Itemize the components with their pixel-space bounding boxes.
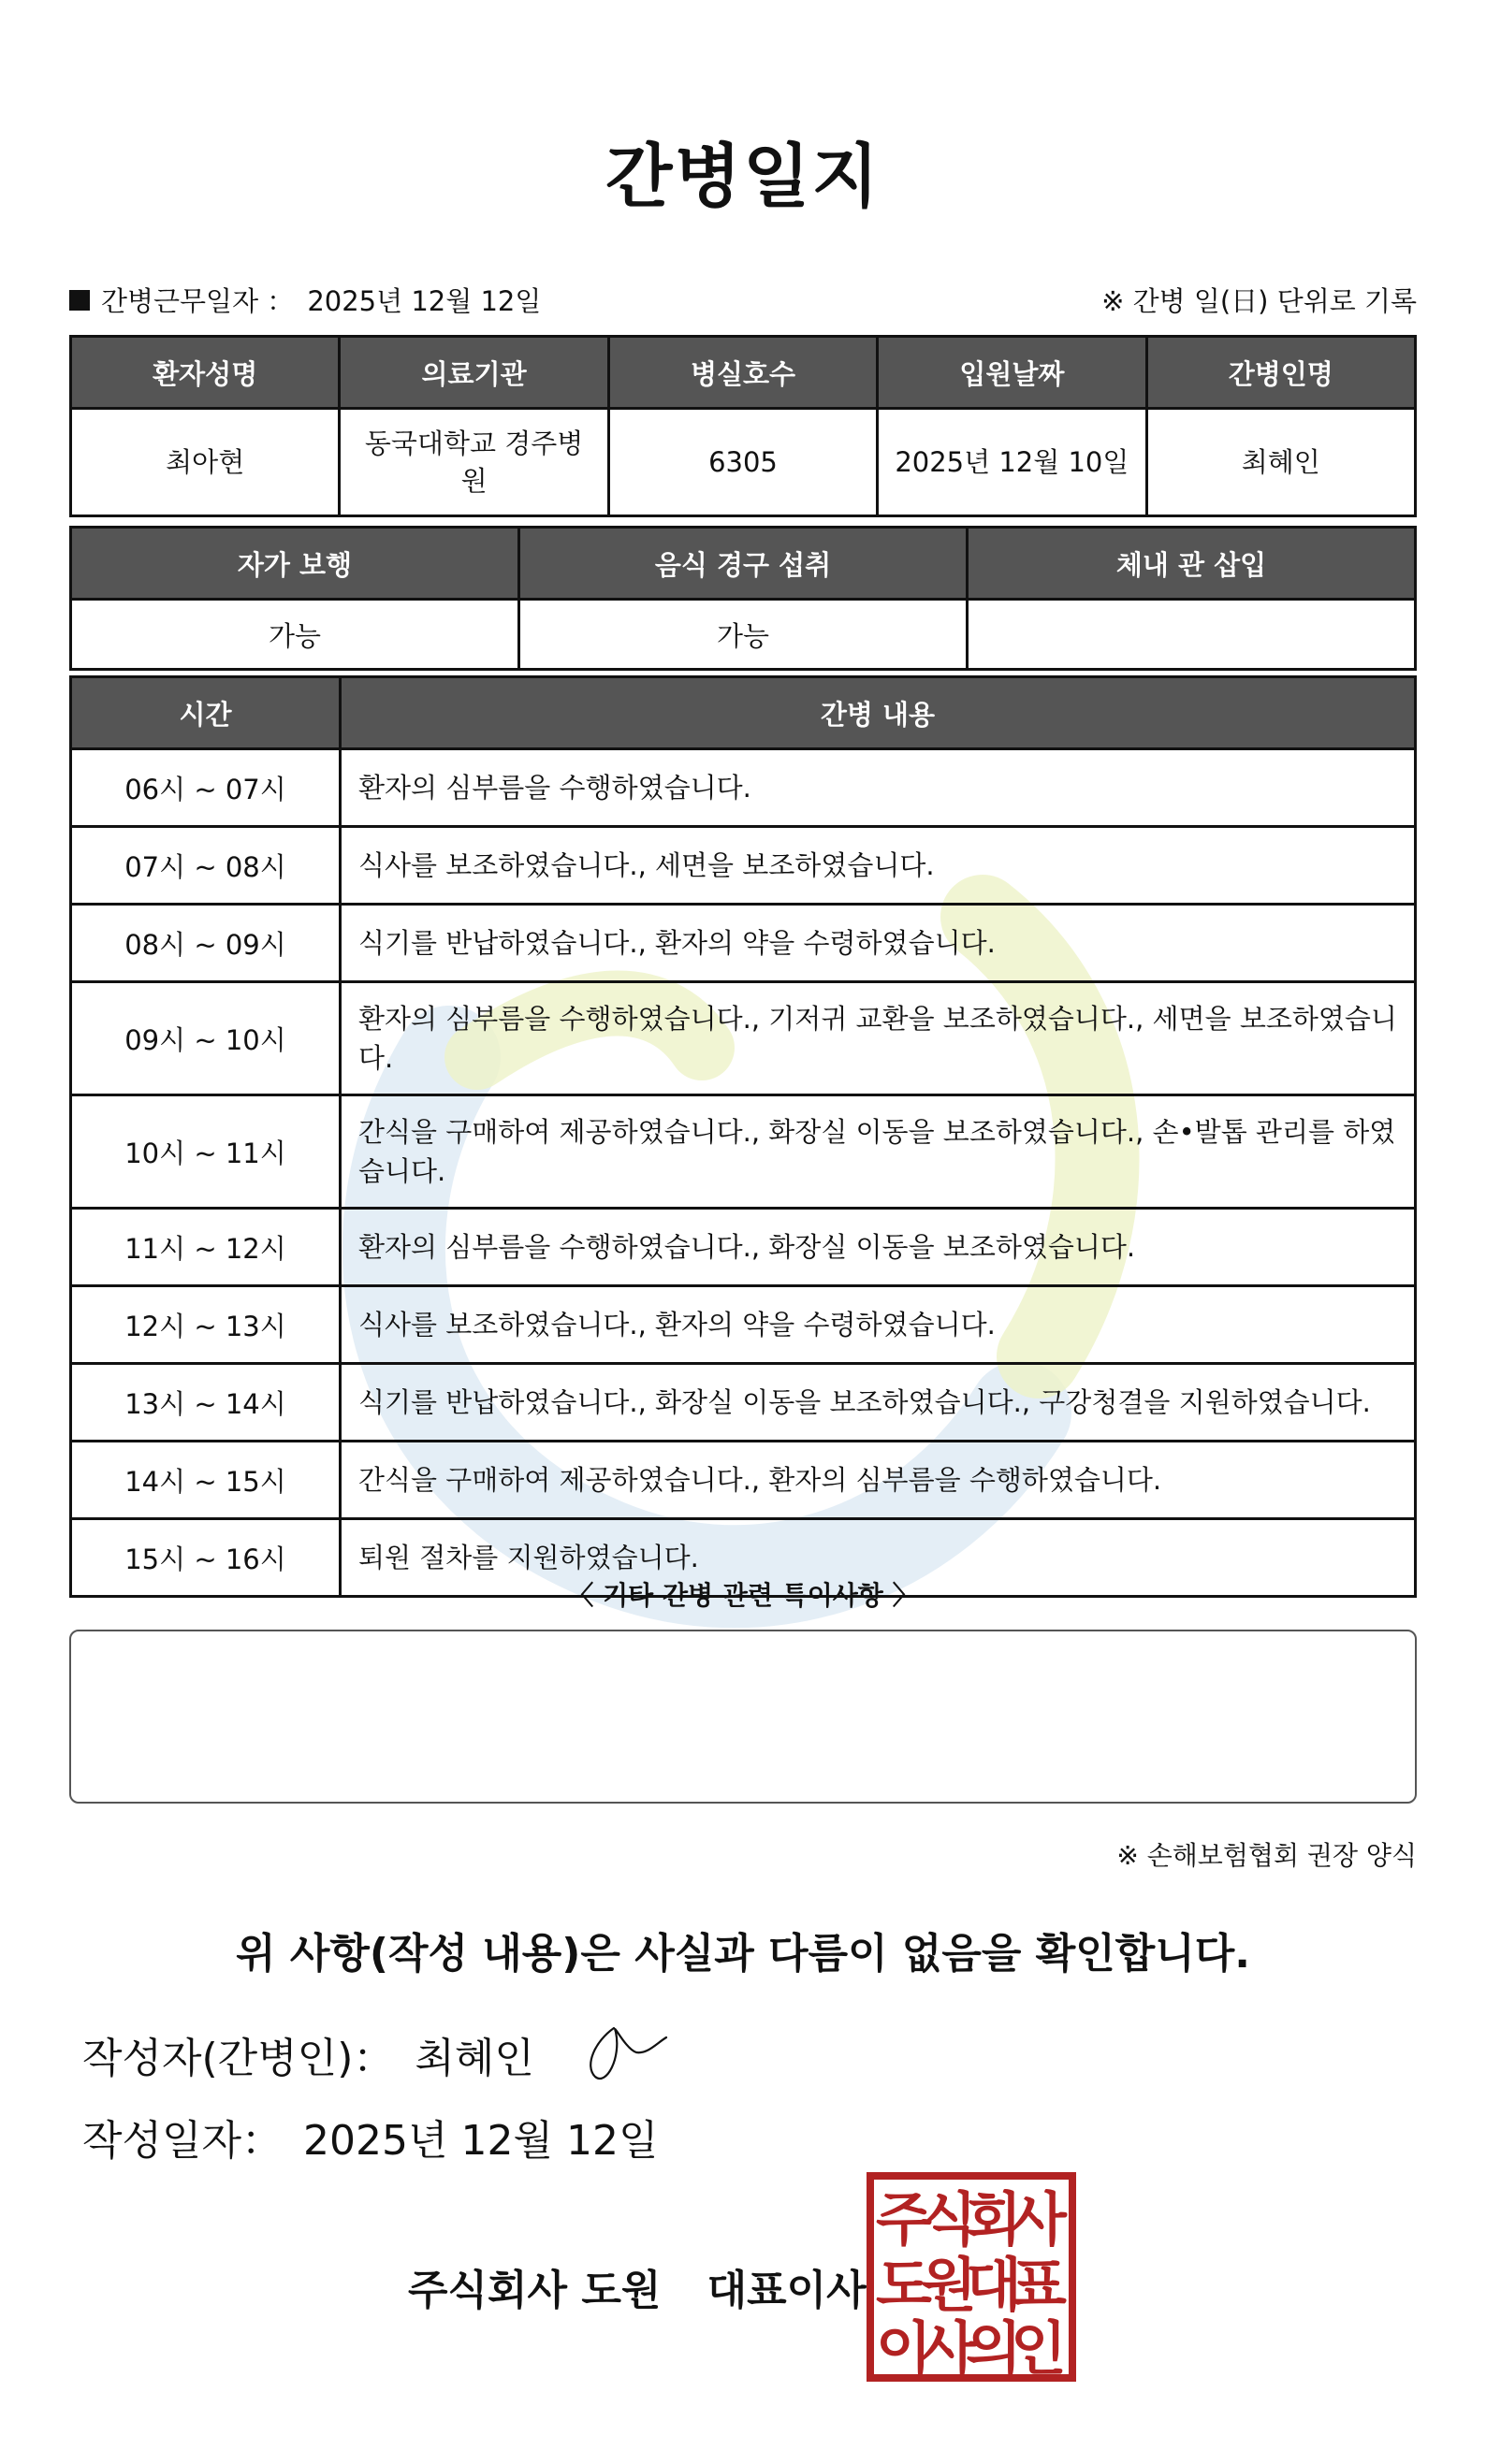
log-content: 퇴원 절차를 지원하였습니다. xyxy=(341,1519,1416,1597)
work-date-value: 2025년 12월 12일 xyxy=(307,285,542,317)
log-time: 15시 ~ 16시 xyxy=(71,1519,341,1597)
walking-status: 가능 xyxy=(71,600,519,670)
writer-label: 작성자(간병인)： xyxy=(82,2035,395,2082)
patient-name: 최아현 xyxy=(71,409,340,516)
svg-text:주: 주 xyxy=(876,2185,932,2254)
log-content: 간식을 구매하여 제공하였습니다., 환자의 심부름을 수행하였습니다. xyxy=(341,1442,1416,1519)
table-row xyxy=(71,1364,1416,1442)
header-oral-intake: 음식 경구 섭취 xyxy=(519,528,968,600)
log-time: 13시 ~ 14시 xyxy=(71,1364,341,1442)
written-date-label: 작성일자： xyxy=(82,2117,284,2165)
room-number: 6305 xyxy=(608,409,877,516)
hospital-name: 동국대학교 경주병원 xyxy=(340,409,608,516)
notes-box xyxy=(69,1630,1417,1804)
log-time: 10시 ~ 11시 xyxy=(71,1095,341,1209)
table-row xyxy=(71,1286,1416,1364)
oral-intake-status: 가능 xyxy=(519,600,968,670)
status-table xyxy=(69,526,1417,671)
header-time: 시간 xyxy=(71,677,341,749)
header-caregiver: 간병인명 xyxy=(1146,337,1415,409)
header-hospital: 의료기관 xyxy=(340,337,608,409)
svg-text:대: 대 xyxy=(966,2251,1022,2319)
care-log-table xyxy=(69,675,1417,1598)
header-walking: 자가 보행 xyxy=(71,528,519,600)
writer-name: 최혜인 xyxy=(415,2035,534,2082)
table-row xyxy=(71,827,1416,905)
written-date-row xyxy=(82,2107,658,2167)
log-time: 07시 ~ 08시 xyxy=(71,827,341,905)
work-date-label: 간병근무일자 ： xyxy=(101,285,295,317)
record-note: ※ 간병 일(日) 단위로 기록 xyxy=(1101,285,1417,317)
writer-row xyxy=(82,2024,534,2084)
log-content: 환자의 심부름을 수행하였습니다., 기저귀 교환을 보조하였습니다., 세면을 보조하였습니다. xyxy=(341,982,1416,1095)
log-time: 12시 ~ 13시 xyxy=(71,1286,341,1364)
svg-text:이: 이 xyxy=(876,2314,932,2382)
caregiver-name: 최혜인 xyxy=(1146,409,1415,516)
recommend-note: ※ 손해보험협회 권장 양식 xyxy=(1116,1840,1417,1871)
page-title: 간병일지 xyxy=(605,137,881,217)
log-time: 09시 ~ 10시 xyxy=(71,982,341,1095)
admission-date: 2025년 12월 10일 xyxy=(878,409,1146,516)
log-content: 환자의 심부름을 수행하였습니다. xyxy=(341,749,1416,827)
log-time: 14시 ~ 15시 xyxy=(71,1442,341,1519)
table-row xyxy=(71,749,1416,827)
tube-status xyxy=(968,600,1416,670)
table-row xyxy=(71,1209,1416,1286)
table-row xyxy=(71,982,1416,1095)
table-row xyxy=(71,905,1416,982)
log-time: 11시 ~ 12시 xyxy=(71,1209,341,1286)
svg-text:회: 회 xyxy=(966,2185,1022,2254)
log-content: 식사를 보조하였습니다., 환자의 약을 수령하였습니다. xyxy=(341,1286,1416,1364)
svg-text:의: 의 xyxy=(966,2314,1022,2382)
signature-icon xyxy=(578,2011,672,2086)
svg-text:인: 인 xyxy=(1011,2314,1067,2382)
svg-text:원: 원 xyxy=(921,2251,977,2319)
log-content: 간식을 구매하여 제공하였습니다., 화장실 이동을 보조하였습니다., 손•발톱 관리를 하였습니다. xyxy=(341,1095,1416,1209)
log-content: 환자의 심부름을 수행하였습니다., 화장실 이동을 보조하였습니다. xyxy=(341,1209,1416,1286)
svg-text:식: 식 xyxy=(921,2185,977,2254)
log-content: 식사를 보조하였습니다., 세면을 보조하였습니다. xyxy=(341,827,1416,905)
log-time: 06시 ~ 07시 xyxy=(71,749,341,827)
patient-info-table xyxy=(69,335,1417,517)
svg-text:도: 도 xyxy=(876,2251,932,2319)
log-content: 식기를 반납하였습니다., 화장실 이동을 보조하였습니다., 구강청결을 지원하였습니다. xyxy=(341,1364,1416,1442)
confirmation-statement: 위 사항(작성 내용)은 사실과 다름이 없음을 확인합니다. xyxy=(236,1930,1250,1978)
square-bullet-icon xyxy=(69,290,90,311)
svg-text:사: 사 xyxy=(1011,2185,1067,2254)
svg-text:표: 표 xyxy=(1011,2251,1067,2319)
header-tube: 체내 관 삽입 xyxy=(968,528,1416,600)
written-date-value: 2025년 12월 12일 xyxy=(303,2117,659,2165)
log-content: 식기를 반납하였습니다., 환자의 약을 수령하였습니다. xyxy=(341,905,1416,982)
header-admission-date: 입원날짜 xyxy=(878,337,1146,409)
company-name: 주식회사 도원 xyxy=(408,2267,662,2314)
svg-text:사: 사 xyxy=(921,2314,977,2382)
header-care-content: 간병 내용 xyxy=(341,677,1416,749)
notes-section-title: 〈 기타 간병 관련 특이사항 〉 xyxy=(567,1580,919,1611)
header-room: 병실호수 xyxy=(608,337,877,409)
representative-title: 대표이사 xyxy=(707,2267,867,2314)
log-time: 08시 ~ 09시 xyxy=(71,905,341,982)
table-row xyxy=(71,1442,1416,1519)
company-seal-icon xyxy=(867,2172,1076,2382)
header-patient-name: 환자성명 xyxy=(71,337,340,409)
company-line xyxy=(408,2256,867,2316)
table-row xyxy=(71,1095,1416,1209)
work-date-row xyxy=(69,281,541,319)
